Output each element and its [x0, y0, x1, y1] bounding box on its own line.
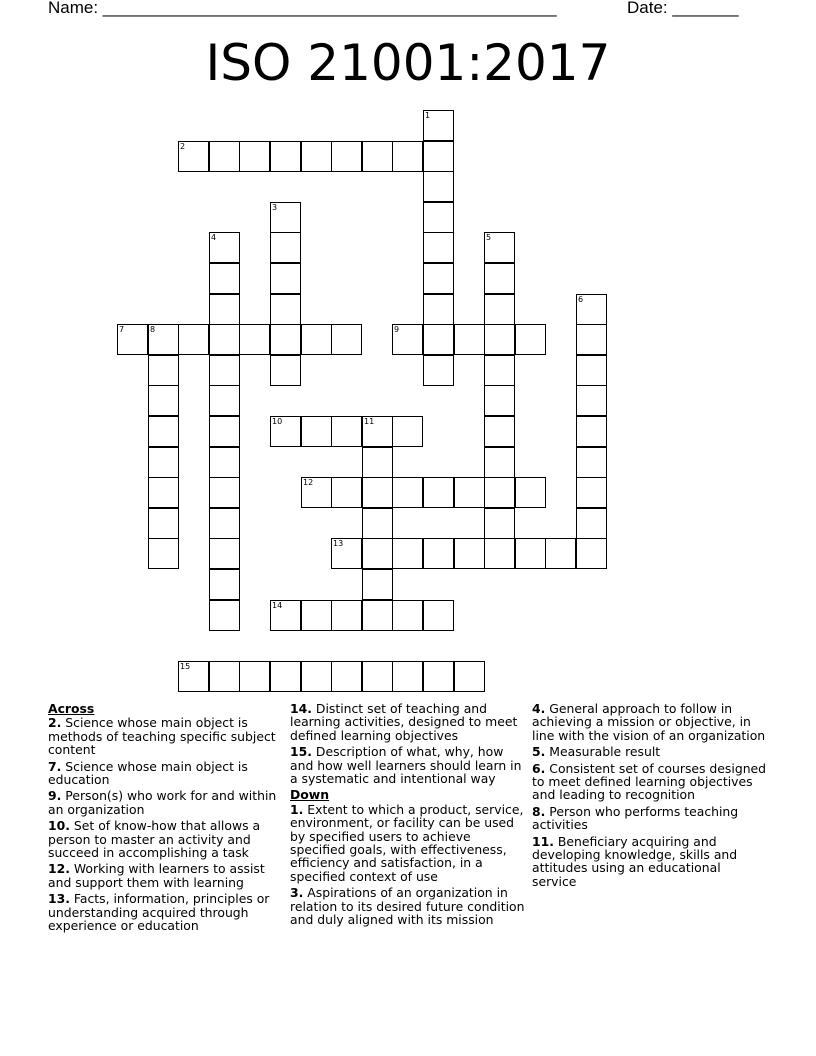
clue-across-14: 14. Distinct set of teaching and learning activities, designed to meet defined learning objectives: [290, 701, 518, 743]
grid-cell[interactable]: [484, 263, 515, 294]
grid-cell[interactable]: [148, 355, 179, 386]
grid-cell[interactable]: [270, 232, 301, 263]
down-heading: Down: [290, 787, 330, 803]
grid-cell[interactable]: [301, 477, 332, 508]
clue-down-1: 1. Extent to which a product, service, environment, or facility can be used by specified users to achieve specified goals, with effectiveness, efficiency and satisfaction, in a specified context of use: [290, 801, 524, 884]
grid-cell[interactable]: [148, 385, 179, 416]
grid-cell[interactable]: [148, 508, 179, 539]
grid-cell[interactable]: [545, 538, 576, 569]
grid-cell[interactable]: [362, 538, 393, 569]
clue-number: 13: [333, 539, 344, 548]
grid-cell[interactable]: [209, 477, 240, 508]
grid-cell[interactable]: [270, 355, 301, 386]
grid-cell[interactable]: [301, 324, 332, 355]
clue-number: 3: [272, 203, 278, 212]
grid-cell[interactable]: [423, 202, 454, 233]
across-heading: Across: [48, 701, 95, 716]
grid-cell[interactable]: [270, 141, 301, 172]
grid-cell[interactable]: [515, 538, 546, 569]
clue-number: 15: [180, 662, 191, 671]
grid-cell[interactable]: [423, 294, 454, 325]
grid-cell[interactable]: [484, 355, 515, 386]
grid-cell[interactable]: [423, 171, 454, 202]
clue-number: 4: [211, 233, 217, 242]
grid-cell[interactable]: [209, 600, 240, 631]
grid-cell[interactable]: [117, 324, 148, 355]
grid-cell[interactable]: [454, 538, 485, 569]
grid-cell[interactable]: [209, 416, 240, 447]
grid-cell[interactable]: [331, 324, 362, 355]
grid-cell[interactable]: [484, 324, 515, 355]
name-field-label[interactable]: Name: ________________________________________________: [48, 0, 557, 17]
grid-cell[interactable]: [423, 600, 454, 631]
grid-cell[interactable]: [423, 661, 454, 692]
clues-column-2: [290, 702, 526, 930]
grid-cell[interactable]: [484, 477, 515, 508]
grid-cell[interactable]: [484, 508, 515, 539]
clue-down-3: 3. Aspirations of an organization in relation to its desired future condition and duly aligned with its mission: [290, 885, 525, 928]
grid-cell[interactable]: [392, 661, 423, 692]
grid-cell[interactable]: [209, 508, 240, 539]
grid-cell[interactable]: [331, 416, 362, 447]
clue-down-6: 6. Consistent set of courses designed to meet defined learning objectives and leading to recognition: [532, 760, 767, 803]
grid-cell[interactable]: [576, 416, 607, 447]
grid-cell[interactable]: [270, 294, 301, 325]
grid-cell[interactable]: [423, 538, 454, 569]
clues-column-3: [532, 702, 768, 891]
grid-cell[interactable]: [209, 538, 240, 569]
clue-number: 8: [150, 325, 156, 334]
grid-cell[interactable]: [484, 385, 515, 416]
grid-cell[interactable]: [576, 385, 607, 416]
grid-cell[interactable]: [331, 661, 362, 692]
grid-cell[interactable]: [301, 141, 332, 172]
clue-number: 5: [486, 233, 492, 242]
grid-cell[interactable]: [392, 477, 423, 508]
clue-number: 12: [303, 478, 314, 487]
grid-cell[interactable]: [454, 661, 485, 692]
grid-cell[interactable]: [239, 661, 270, 692]
grid-cell[interactable]: [362, 661, 393, 692]
grid-cell[interactable]: [270, 263, 301, 294]
grid-cell[interactable]: [209, 263, 240, 294]
grid-cell[interactable]: [454, 477, 485, 508]
grid-cell[interactable]: [484, 416, 515, 447]
grid-cell[interactable]: [270, 202, 301, 233]
grid-cell[interactable]: [362, 508, 393, 539]
grid-cell[interactable]: [331, 141, 362, 172]
grid-cell[interactable]: [423, 141, 454, 172]
clue-number: 10: [272, 417, 283, 426]
grid-cell[interactable]: [362, 416, 393, 447]
grid-cell[interactable]: [239, 141, 270, 172]
grid-cell[interactable]: [209, 385, 240, 416]
grid-cell[interactable]: [515, 477, 546, 508]
grid-cell[interactable]: [209, 141, 240, 172]
grid-cell[interactable]: [484, 447, 515, 478]
clue-down-5: 5. Measurable result: [532, 744, 661, 760]
grid-cell[interactable]: [423, 263, 454, 294]
grid-cell[interactable]: [576, 355, 607, 386]
grid-cell[interactable]: [209, 661, 240, 692]
grid-cell[interactable]: [301, 600, 332, 631]
page-title: ISO 21001:2017: [205, 34, 611, 92]
grid-cell[interactable]: [484, 538, 515, 569]
grid-cell[interactable]: [209, 447, 240, 478]
clue-number: 1: [425, 111, 431, 120]
clue-across-9: 9. Person(s) who work for and within an organization: [48, 788, 277, 817]
grid-cell[interactable]: [392, 538, 423, 569]
date-field-label[interactable]: Date: _______: [627, 0, 739, 17]
grid-cell[interactable]: [209, 232, 240, 263]
grid-cell[interactable]: [178, 141, 209, 172]
clue-number: 9: [394, 325, 400, 334]
grid-cell[interactable]: [576, 294, 607, 325]
grid-cell[interactable]: [209, 355, 240, 386]
grid-cell[interactable]: [392, 324, 423, 355]
grid-cell[interactable]: [270, 416, 301, 447]
grid-cell[interactable]: [270, 324, 301, 355]
grid-cell[interactable]: [576, 538, 607, 569]
clue-down-8: 8. Person who performs teaching activities: [532, 803, 739, 833]
grid-cell[interactable]: [576, 477, 607, 508]
grid-cell[interactable]: [209, 324, 240, 355]
grid-cell[interactable]: [148, 538, 179, 569]
grid-cell[interactable]: [423, 477, 454, 508]
grid-cell[interactable]: [148, 477, 179, 508]
clue-across-2: 2. Science whose main object is methods of teaching specific subject content: [48, 715, 276, 758]
grid-cell[interactable]: [270, 661, 301, 692]
clue-across-10: 10. Set of know-how that allows a person to master an activity and succeed in accomplishing a task: [48, 818, 261, 861]
grid-cell[interactable]: [148, 447, 179, 478]
grid-cell[interactable]: [392, 416, 423, 447]
grid-cell[interactable]: [576, 447, 607, 478]
grid-cell[interactable]: [148, 324, 179, 355]
grid-cell[interactable]: [392, 600, 423, 631]
clue-down-11: 11. Beneficiary acquiring and developing knowledge, skills and attitudes using an educational service: [532, 833, 738, 889]
grid-cell[interactable]: [209, 294, 240, 325]
clue-number: 14: [272, 601, 283, 610]
grid-cell[interactable]: [362, 141, 393, 172]
clue-number: 11: [364, 417, 375, 426]
grid-cell[interactable]: [423, 110, 454, 141]
clue-across-15: 15. Description of what, why, how and how well learners should learn in a systematic and intentional way: [290, 744, 522, 787]
grid-cell[interactable]: [178, 661, 209, 692]
grid-cell[interactable]: [576, 324, 607, 355]
grid-cell[interactable]: [362, 477, 393, 508]
grid-cell[interactable]: [423, 232, 454, 263]
grid-cell[interactable]: [362, 569, 393, 600]
clue-across-13: 13. Facts, information, principles or understanding acquired through experience or education: [48, 891, 270, 934]
grid-cell[interactable]: [515, 324, 546, 355]
grid-cell[interactable]: [178, 324, 209, 355]
grid-cell[interactable]: [331, 600, 362, 631]
grid-cell[interactable]: [362, 600, 393, 631]
clue-number: 7: [119, 325, 125, 334]
grid-cell[interactable]: [301, 416, 332, 447]
grid-cell[interactable]: [362, 447, 393, 478]
grid-cell[interactable]: [423, 324, 454, 355]
grid-cell[interactable]: [209, 569, 240, 600]
grid-cell[interactable]: [576, 508, 607, 539]
clue-number: 6: [578, 295, 584, 304]
grid-cell[interactable]: [454, 324, 485, 355]
clue-across-7: 7. Science whose main object is education: [48, 758, 248, 788]
grid-cell[interactable]: [331, 477, 362, 508]
clue-down-4: 4. General approach to follow in achieving a mission or objective, in line with the vision of an organization: [532, 701, 766, 743]
grid-cell[interactable]: [331, 538, 362, 569]
clue-number: 2: [180, 142, 186, 151]
grid-cell[interactable]: [423, 355, 454, 386]
clues-column-1: [48, 702, 284, 936]
grid-cell[interactable]: [301, 661, 332, 692]
clue-across-12: 12. Working with learners to assist and support them with learning: [48, 861, 265, 890]
grid-cell[interactable]: [270, 600, 301, 631]
grid-cell[interactable]: [484, 232, 515, 263]
grid-cell[interactable]: [148, 416, 179, 447]
grid-cell[interactable]: [239, 324, 270, 355]
grid-cell[interactable]: [392, 141, 423, 172]
grid-cell[interactable]: [484, 294, 515, 325]
